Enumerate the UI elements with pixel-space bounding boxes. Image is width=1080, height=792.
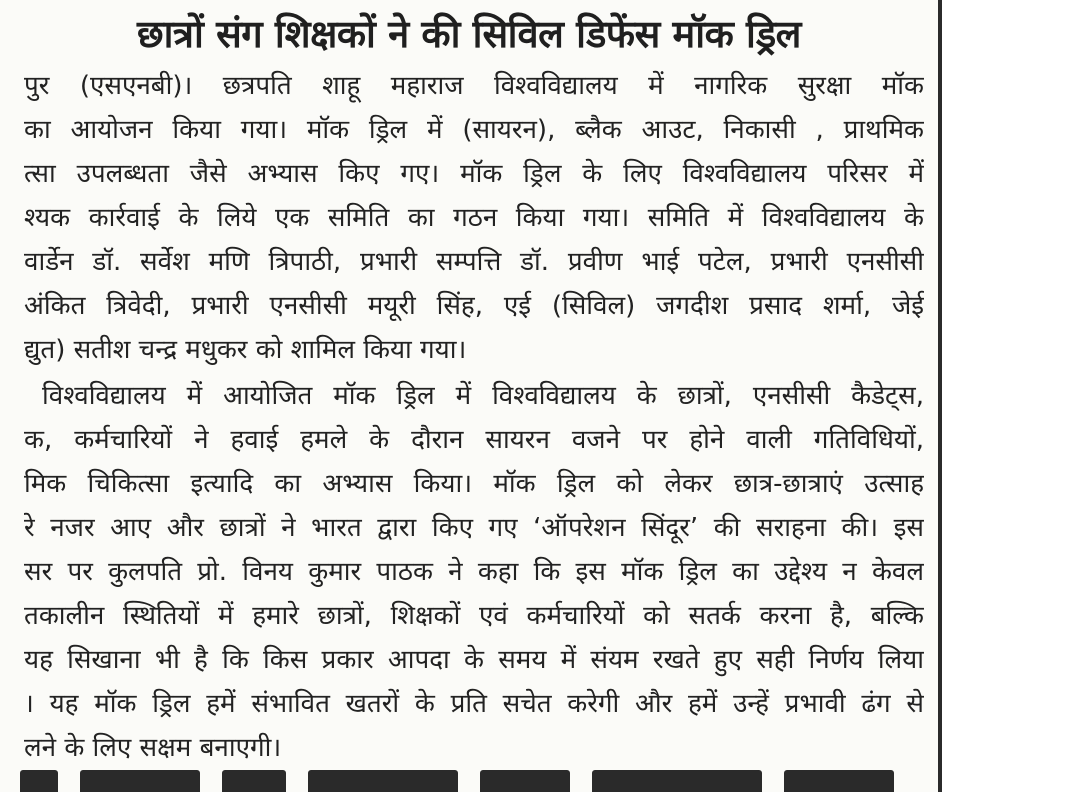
paragraph-1-line-1: पुर (एसएनबी)। छत्रपति शाहू महाराज विश्वविद्यालय में नागरिक सुरक्षा मॉक <box>24 71 924 101</box>
paragraph-1-line-6: अंकित त्रिवेदी, प्रभारी एनसीसी मयूरी सिंह, एई (सिविल) जगदीश प्रसाद शर्मा, जेई <box>24 291 924 321</box>
paragraph-2-line-3: मिक चिकित्सा इत्यादि का अभ्यास किया। मॉक ड्रिल को लेकर छात्र-छात्राएं उत्साह <box>24 469 924 499</box>
paragraph-2-line-4: रे नजर आए और छात्रों ने भारत द्वारा किए गए ‘ऑपरेशन सिंदूर’ की सराहना की। इस <box>24 513 924 543</box>
paragraph-1-line-7: द्युत) सतीश चन्द्र मधुकर को शामिल किया गया। <box>24 335 467 365</box>
paragraph-2-line-8: । यह मॉक ड्रिल हमें संभावित खतरों के प्रति सचेत करेगी और हमें उन्हें प्रभावी ढंग से <box>24 689 924 719</box>
paragraph-2-line-7: यह सिखाना भी है कि किस प्रकार आपदा के समय में संयम रखते हुए सही निर्णय लिया <box>24 645 924 675</box>
paragraph-2-line-5: सर पर कुलपति प्रो. विनय कुमार पाठक ने कहा कि इस मॉक ड्रिल का उद्देश्य न केवल <box>24 557 924 587</box>
paragraph-1-line-2: का आयोजन किया गया। मॉक ड्रिल में (सायरन), ब्लैक आउट, निकासी , प्राथमिक <box>24 115 924 145</box>
paragraph-2-line-2: क, कर्मचारियों ने हवाई हमले के दौरान सायरन वजने पर होने वाली गतिविधियों, <box>24 425 924 455</box>
article-headline: छात्रों संग शिक्षकों ने की सिविल डिफेंस मॉक ड्रिल <box>137 12 801 56</box>
paragraph-2-line-1: विश्वविद्यालय में आयोजित मॉक ड्रिल में विश्वविद्यालय के छात्रों, एनसीसी कैडेट्स, <box>42 381 924 411</box>
paragraph-1-line-3: त्सा उपलब्धता जैसे अभ्यास किए गए। मॉक ड्रिल के लिए विश्वविद्यालय परिसर में <box>24 159 924 189</box>
paragraph-1-line-4: श्यक कार्रवाई के लिये एक समिति का गठन किया गया। समिति में विश्वविद्यालय के <box>24 203 924 233</box>
paragraph-2-line-9: लने के लिए सक्षम बनाएगी। <box>24 733 282 763</box>
paragraph-1-line-5: वार्डेन डॉ. सर्वेश मणि त्रिपाठी, प्रभारी सम्पत्ति डॉ. प्रवीण भाई पटेल, प्रभारी एनसीसी <box>24 247 924 277</box>
page-margin <box>942 0 1080 792</box>
cut-off-next-headline <box>20 770 920 792</box>
paragraph-2-line-6: तकालीन स्थितियों में हमारे छात्रों, शिक्षकों एवं कर्मचारियों को सतर्क करना है, बल्कि <box>24 601 924 631</box>
